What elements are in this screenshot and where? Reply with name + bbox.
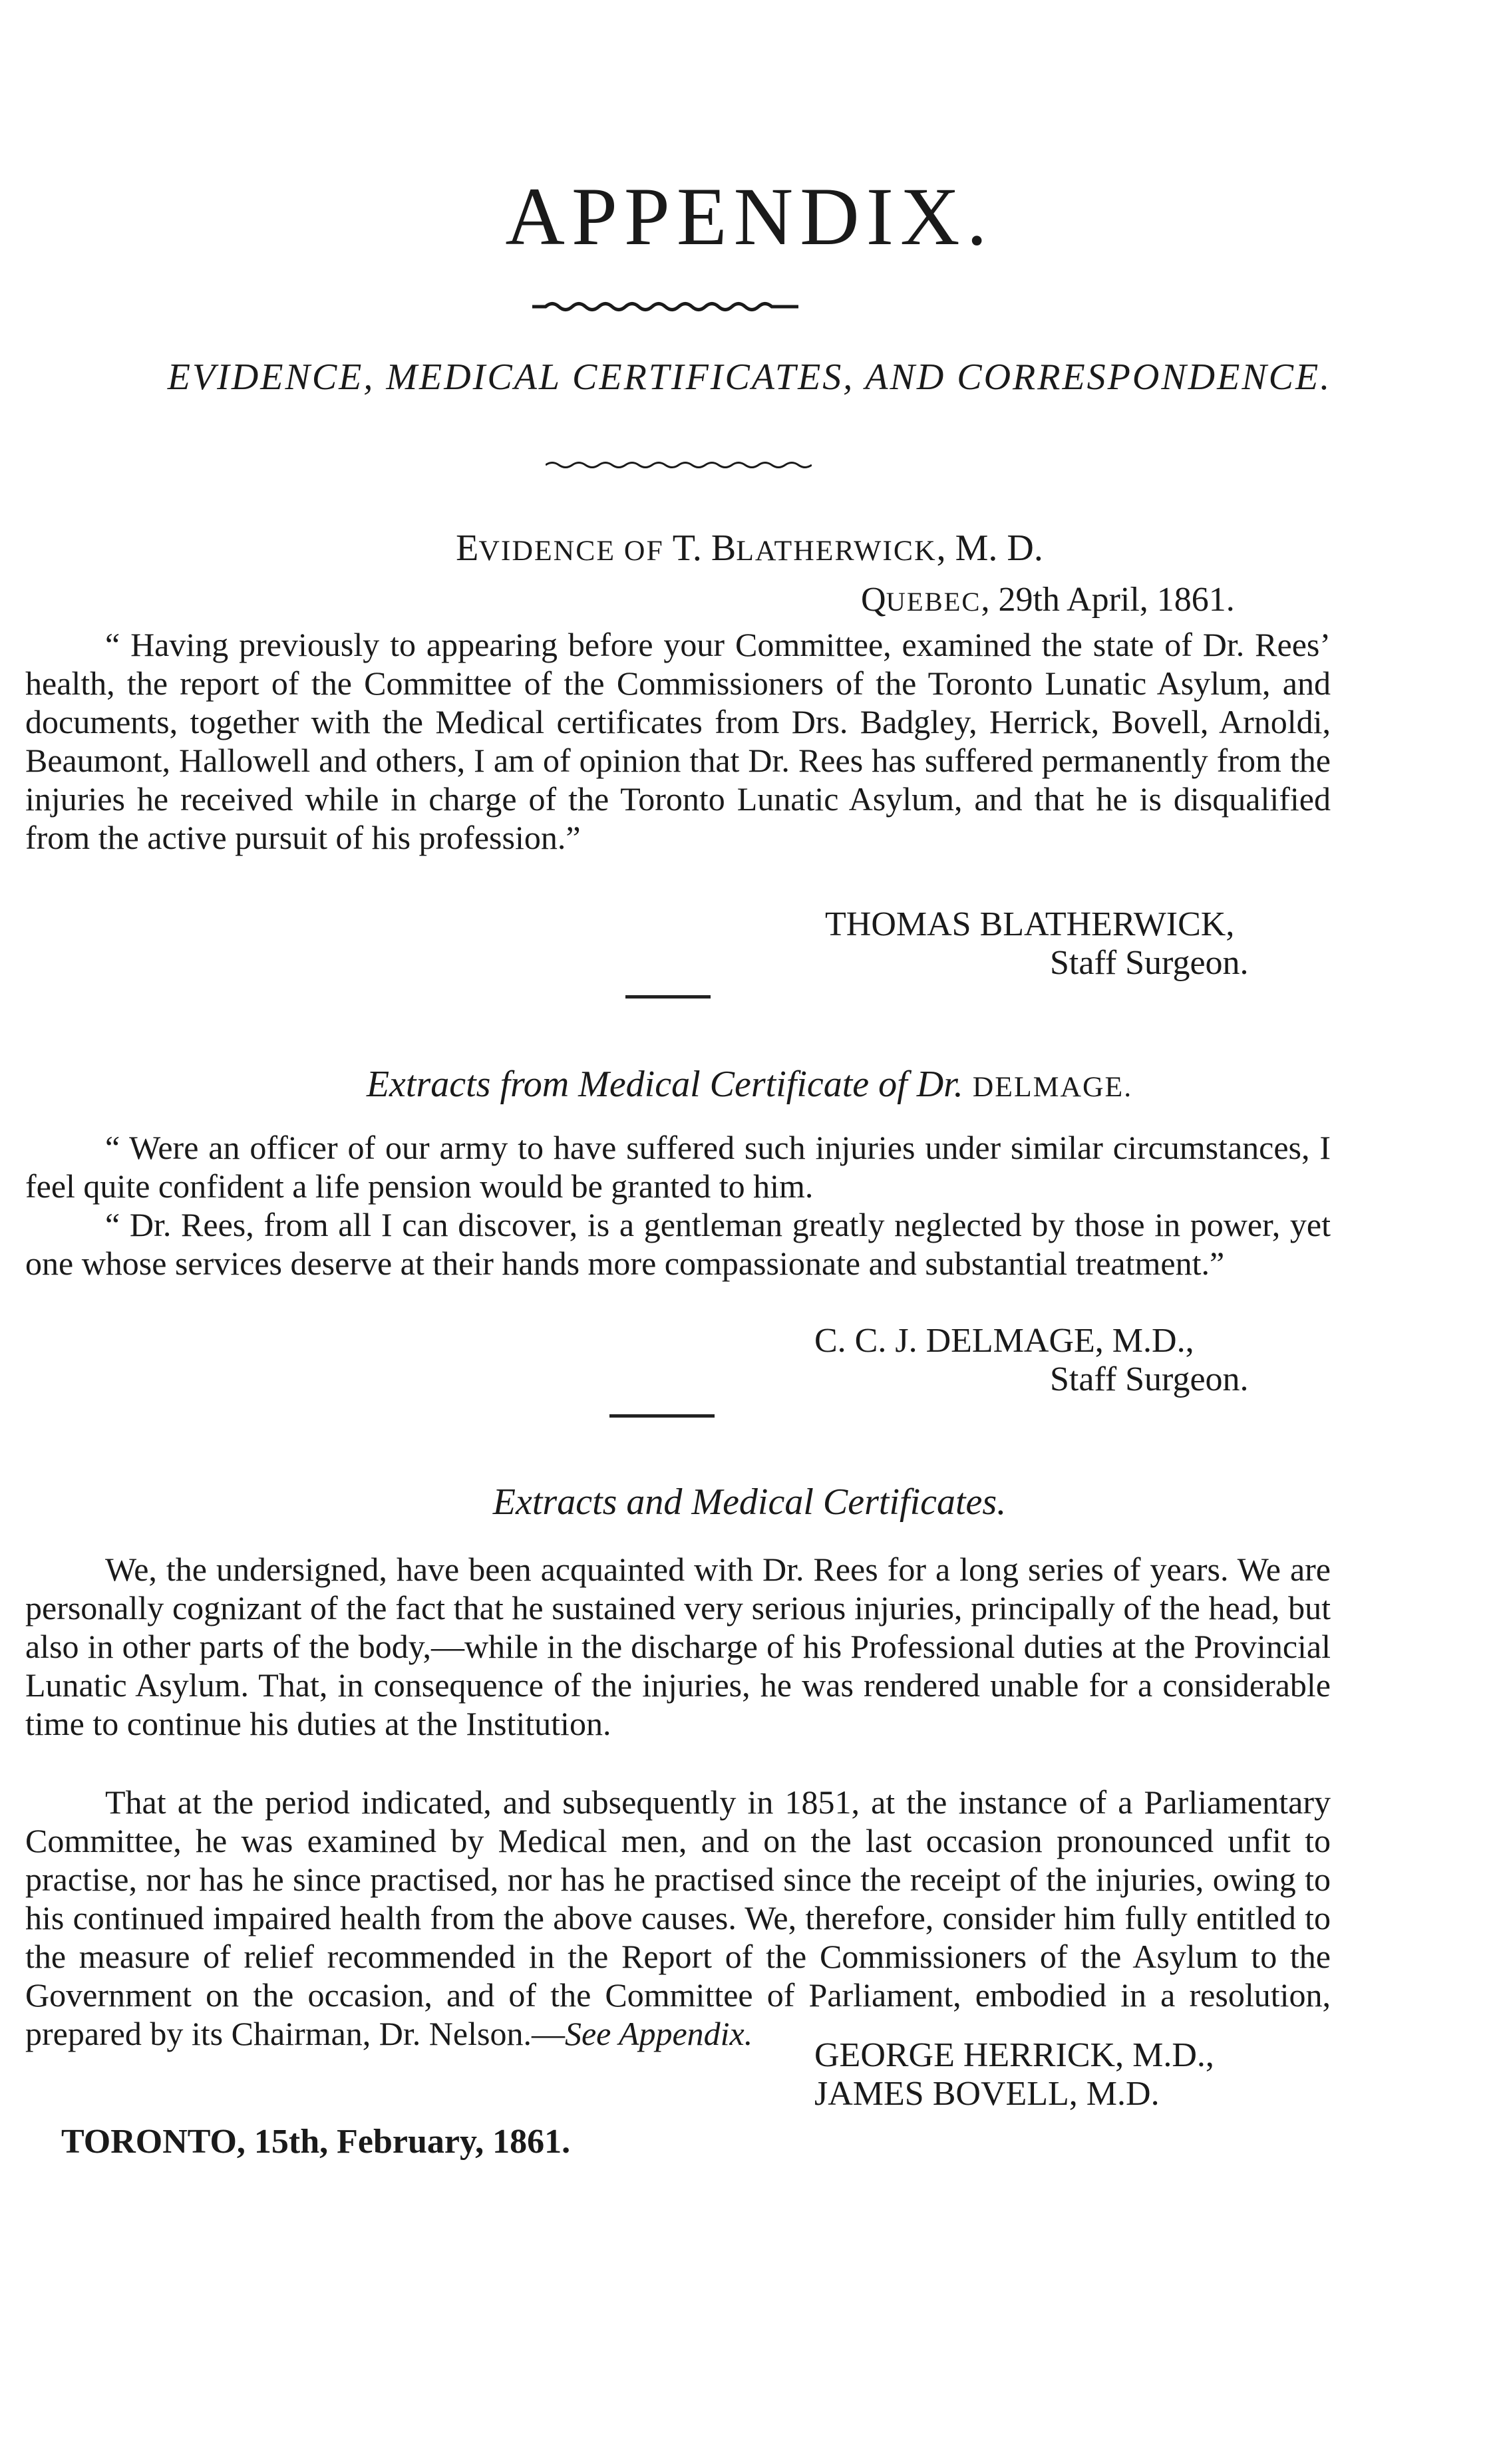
evidence-heading: EVIDENCE OF T. BLATHERWICK, M. D. — [456, 528, 1043, 569]
section-divider — [609, 1414, 715, 1418]
place-date: TORONTO, 15th, February, 1861. — [61, 2123, 571, 2161]
delmage-paragraph: “ Were an officer of our army to have suffered such injuries under similar circumstances, I feel quite confident a life pension would be granted to him. — [25, 1129, 1331, 1205]
signature-name: THOMAS BLATHERWICK, — [825, 905, 1235, 943]
signature-title: Staff Surgeon. — [1050, 944, 1249, 982]
evidence-body: “ Having previously to appearing before your Committee, examined the state of Dr. Rees’ health, the report of the Committee of the Commissioners of the Toronto Lunatic Asylum, and documents, together with the Medical certificates from Drs. Badgley, Herrick, Bovell, Arnoldi, Beaumont, Hallowell and others, I am of opinion that Dr. Rees has suffered permanently from the injuries he received while in charge of the Toronto Lunatic Asylum, and that he is disqualified from the active pursuit of his profession.” — [25, 626, 1331, 856]
wavy-ornament — [546, 459, 812, 471]
wavy-ornament — [532, 299, 798, 314]
certificates-paragraph: That at the period indicated, and subsequently in 1851, at the instance of a Parliamentary Committee, he was examined by Medical men, and on the last occasion pronounced unfit to practise, nor has he since practised, nor has he practised since the receipt of the injuries, owing to his continued impaired health from the above causes. We, therefore, consider him fully entitled to the measure of relief recommended in the Report of the Commissioners of the Asylum to the Government on the occasion, and of the Committee of Parliament, embodied in a resolution, prepared by its Chairman, Dr. Nelson.—See Appendix. — [25, 1783, 1331, 2052]
signature-name: C. C. J. DELMAGE, M.D., — [814, 1322, 1194, 1360]
signature-name: JAMES BOVELL, M.D. — [814, 2075, 1160, 2113]
page-subtitle: EVIDENCE, MEDICAL CERTIFICATES, AND CORRESPONDENCE. — [167, 357, 1332, 398]
certificates-heading: Extracts and Medical Certificates. — [492, 1481, 1007, 1523]
delmage-paragraph: “ Dr. Rees, from all I can discover, is a gentleman greatly neglected by those in power, yet one whose services deserve at their hands more compassionate and substantial treatment.” — [25, 1206, 1331, 1282]
section-divider — [625, 995, 711, 999]
dateline: QUEBEC, 29th April, 1861. — [861, 581, 1235, 619]
delmage-heading: Extracts from Medical Certificate of Dr. DELMAGE. — [366, 1064, 1133, 1105]
page-title: APPENDIX. — [505, 171, 994, 262]
certificates-paragraph: We, the undersigned, have been acquainted with Dr. Rees for a long series of years. We are personally cognizant of the fact that he sustained very serious injuries, principally of the head, but also in other parts of the body,—while in the discharge of his Professional duties at the Provincial Lunatic Asylum. That, in consequence of the injuries, he was rendered unable for a considerable time to continue his duties at the Institution. — [25, 1551, 1331, 1742]
signature-title: Staff Surgeon. — [1050, 1360, 1249, 1398]
signature-name: GEORGE HERRICK, M.D., — [814, 2036, 1214, 2074]
